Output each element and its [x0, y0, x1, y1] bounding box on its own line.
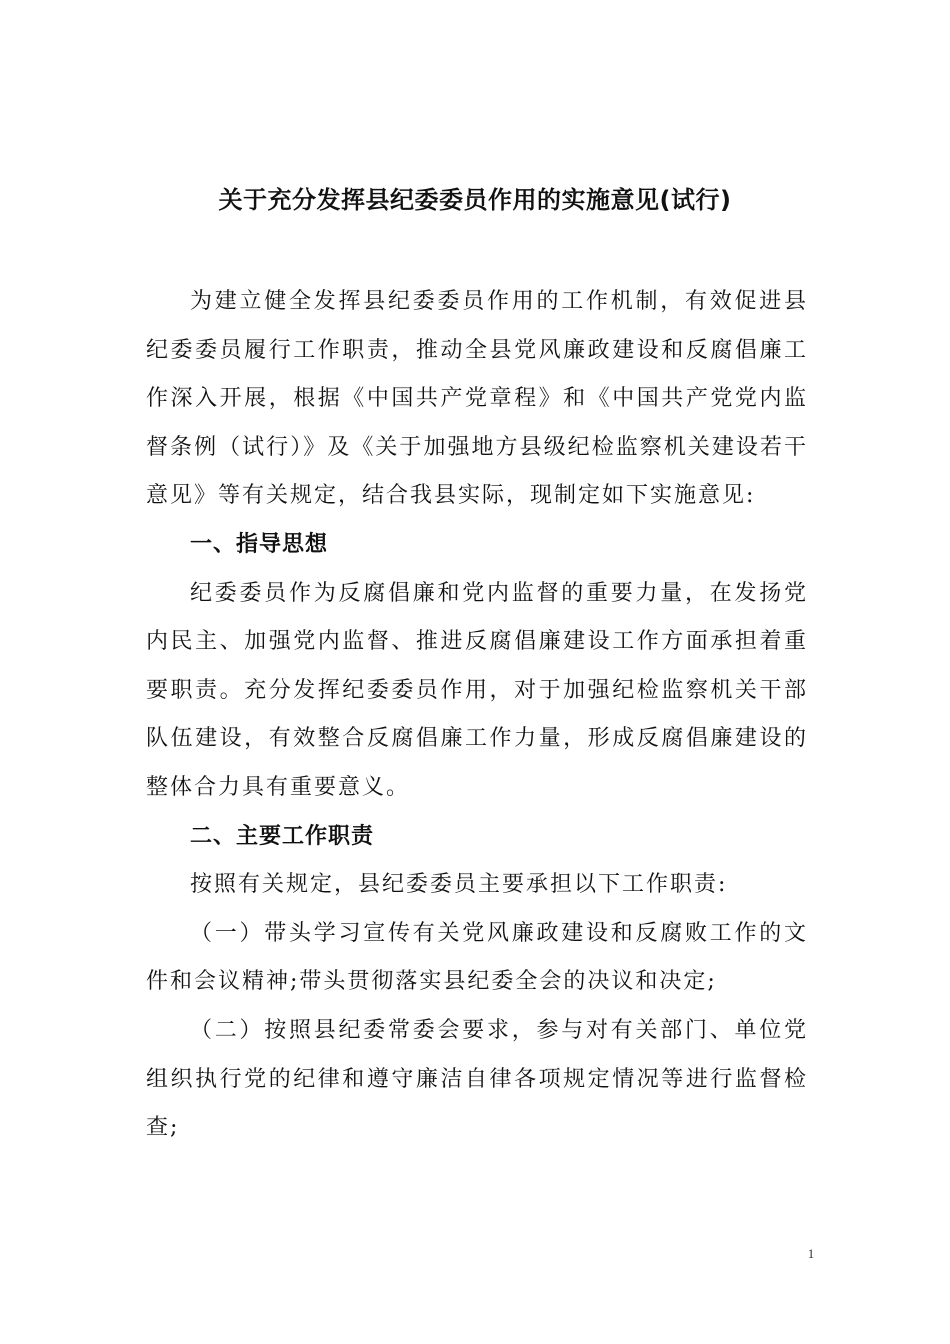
document-title: 关于充分发挥县纪委委员作用的实施意见(试行)	[218, 186, 732, 214]
section-heading-guiding-ideology: 一、指导思想	[190, 531, 329, 557]
document-body	[146, 278, 808, 1153]
duty-item-1: （一）带头学习宣传有关党风廉政建设和反腐败工作的文件和会议精神;带头贯彻落实县纪委全会的决议和决定;	[146, 920, 808, 995]
guiding-ideology-paragraph: 纪委委员作为反腐倡廉和党内监督的重要力量，在发扬党内民主、加强党内监督、推进反腐倡廉建设工作方面承担着重要职责。充分发挥纪委委员作用，对于加强纪检监察机关干部队伍建设，有效整合反腐倡廉工作力量，形成反腐倡廉建设的整体合力具有重要意义。	[146, 580, 808, 800]
duty-item-2: （二）按照县纪委常委会要求，参与对有关部门、单位党组织执行党的纪律和遵守廉洁自律各项规定情况等进行监督检查;	[146, 1017, 808, 1141]
section-heading-main-duties: 二、主要工作职责	[190, 823, 375, 849]
main-duties-intro-paragraph: 按照有关规定，县纪委委员主要承担以下工作职责:	[190, 872, 728, 898]
intro-paragraph: 为建立健全发挥县纪委委员作用的工作机制，有效促进县纪委委员履行工作职责，推动全县党风廉政建设和反腐倡廉工作深入开展，根据《中国共产党章程》和《中国共产党党内监督条例（试行）》及《关于加强地方县级纪检监察机关建设若干意见》等有关规定，结合我县实际，现制定如下实施意见:	[146, 289, 808, 509]
page-number: 1	[807, 1246, 815, 1261]
